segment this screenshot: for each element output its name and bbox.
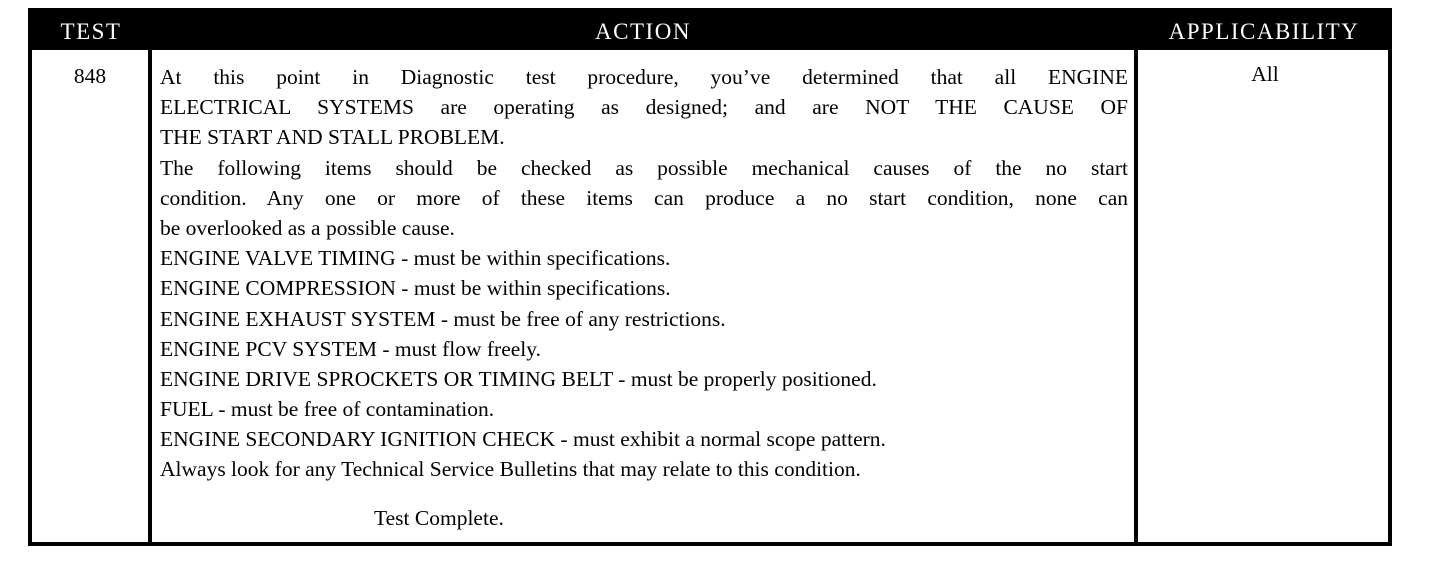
header-test: TEST	[60, 19, 122, 44]
test-number-cell	[32, 50, 148, 542]
action-line: FUEL - must be free of contamination.	[160, 397, 495, 422]
test-number: 848	[73, 64, 107, 88]
action-line: be overlooked as a possible cause.	[160, 215, 455, 240]
action-line: ENGINE COMPRESSION - must be within specifications.	[160, 276, 671, 301]
action-line: ELECTRICAL SYSTEMS are operating as designed; and are NOT THE CAUSE OF	[160, 95, 1128, 120]
test-complete-text: Test Complete.	[374, 505, 504, 530]
action-cell	[152, 50, 1134, 542]
action-line: ENGINE SECONDARY IGNITION CHECK - must exhibit a normal scope pattern.	[160, 427, 886, 452]
action-line: Always look for any Technical Service Bulletins that may relate to this condition.	[160, 457, 861, 482]
action-line: At this point in Diagnostic test procedure, you’ve determined that all ENGINE	[160, 65, 1128, 89]
action-line: ENGINE VALVE TIMING - must be within specifications.	[160, 246, 671, 271]
action-line: ENGINE EXHAUST SYSTEM - must be free of any restrictions.	[160, 306, 726, 331]
header-action: ACTION	[595, 19, 691, 44]
applicability-value: All	[1251, 62, 1279, 86]
diagnostic-table	[28, 8, 1392, 546]
action-line: The following items should be checked as possible mechanical causes of the no start	[160, 155, 1128, 180]
action-line: ENGINE PCV SYSTEM - must flow freely.	[160, 336, 542, 361]
action-line: THE START AND STALL PROBLEM.	[160, 125, 505, 150]
applicability-cell	[1138, 50, 1392, 542]
header-applicability: APPLICABILITY	[1168, 19, 1360, 44]
action-line: condition. Any one or more of these items can produce a no start condition, none can	[160, 185, 1128, 210]
action-line: ENGINE DRIVE SPROCKETS OR TIMING BELT - must be properly positioned.	[160, 366, 877, 391]
table-header	[32, 12, 1388, 50]
